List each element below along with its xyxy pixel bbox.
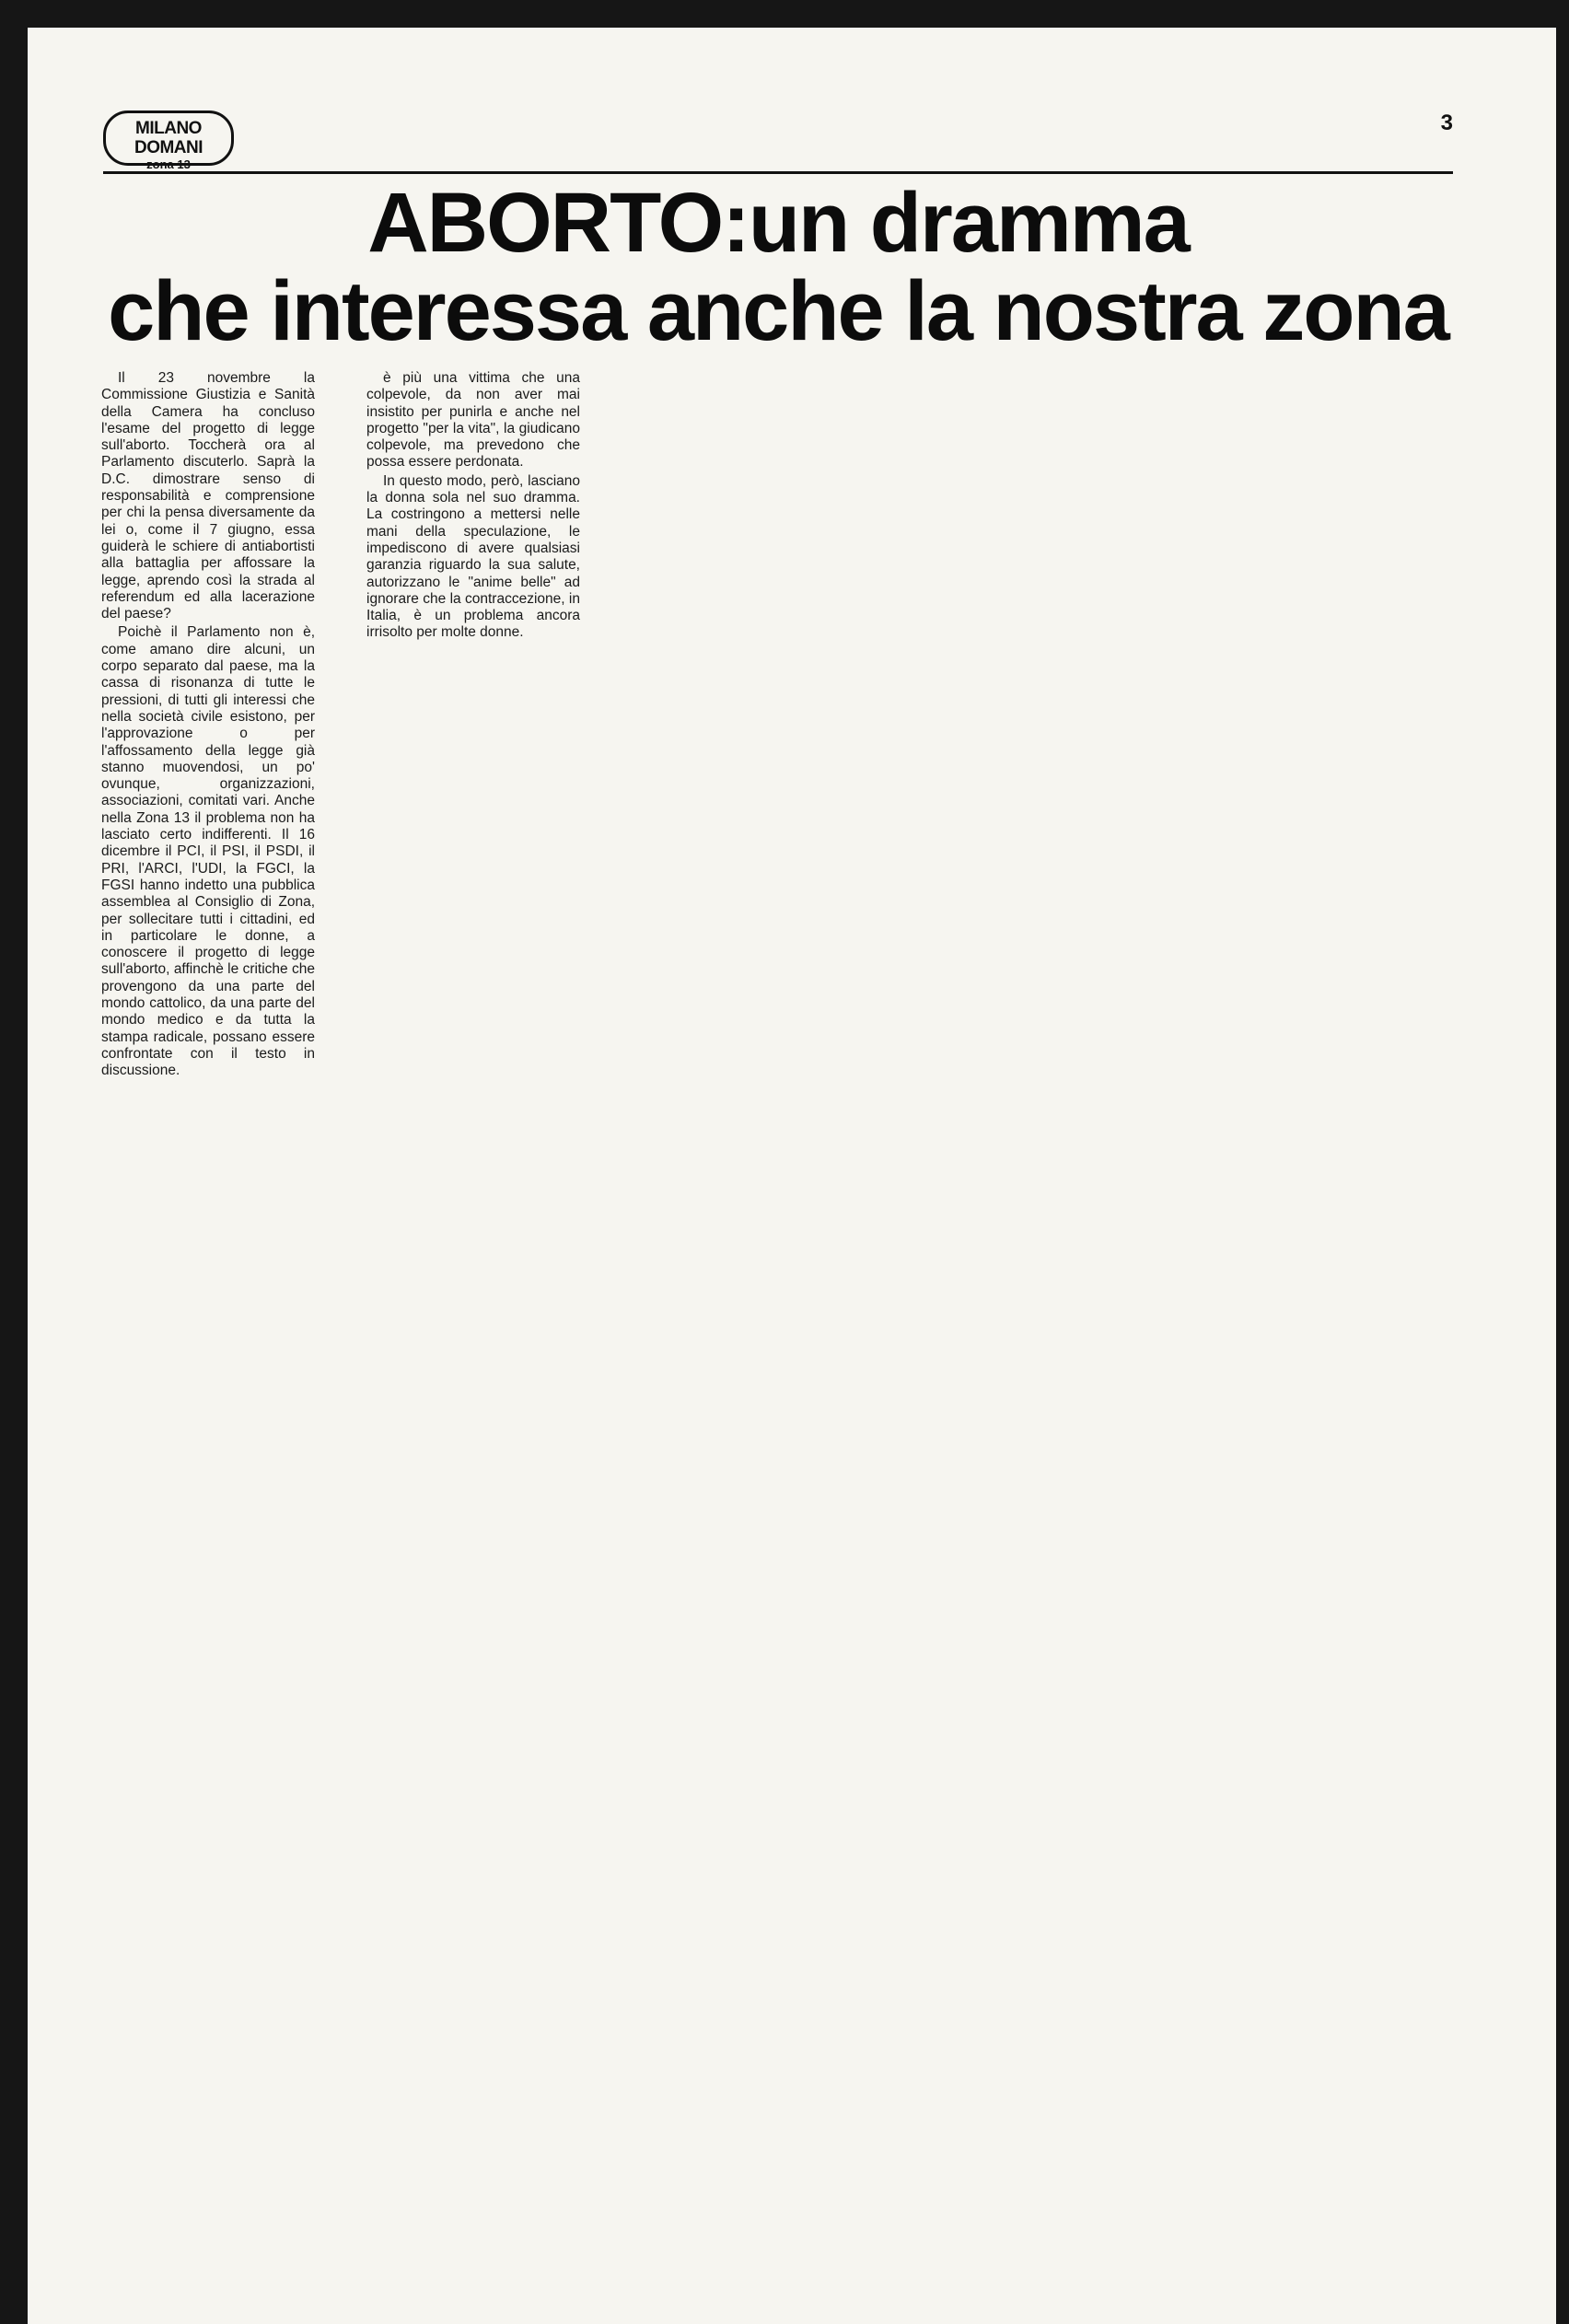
article-paragraph: Il 23 novembre la Commissione Giustizia e Sanità della Camera ha concluso l'esame del progetto di legge sull'aborto. Toccherà ora al Parlamento discuterlo. Saprà la D.C. dimostrare senso di responsabilità e comprensione per chi la pensa diversamente da lei o, come il 7 giugno, essa guiderà le schiere di antiabortisti alla battaglia per affossare la legge, aprendo così la strada al referendum ed alla lacerazione del paese? <box>101 370 315 622</box>
headline-line-2: che interessa anche la nostra zona <box>108 264 1448 358</box>
masthead-zona: zona 13 <box>146 157 191 171</box>
article-column-1 <box>101 370 315 1079</box>
article-paragraph: è più una vittima che una colpevole, da non aver mai insistito per punirla e anche nel progetto "per la vita", la giudicano colpevole, ma prevedono che possa essere perdonata. <box>366 370 580 471</box>
headline <box>103 176 1453 358</box>
article-column-2 <box>366 370 580 642</box>
page-number: 3 <box>1440 110 1453 135</box>
newspaper-page <box>28 28 1556 2324</box>
masthead-name: MILANO DOMANI <box>134 119 203 157</box>
header-rule <box>103 171 1453 174</box>
article-paragraph: Poichè il Parlamento non è, come amano dire alcuni, un corpo separato dal paese, ma la cassa di risonanza di tutte le pressioni, di tutti gli interessi che nella società civile esistono, per l'approvazione o per l'affossamento della legge già stanno muovendosi, un po' ovunque, organizzazioni, associazioni, comitati vari. Anche nella Zona 13 il problema non ha lasciato certo indifferenti. Il 16 dicembre il PCI, il PSI, il PSDI, il PRI, l'ARCI, l'UDI, la FGCI, la FGSI hanno indetto una pubblica assemblea al Consiglio di Zona, per sollecitare tutti i cittadini, ed in particolare le donne, a conoscere il progetto di legge sull'aborto, affinchè le critiche che provengono da una parte del mondo cattolico, da una parte del mondo medico e da tutta la stampa radicale, possano essere confrontate con il testo in discussione. <box>101 624 315 1079</box>
masthead-logo <box>103 110 234 171</box>
headline-line-1: ABORTO:un dramma <box>367 176 1189 270</box>
article-paragraph: In questo modo, però, lasciano la donna sola nel suo dramma. La costringono a mettersi nelle mani della speculazione, le impediscono di avere qualsiasi garanzia riguardo la sua salute, autorizzano le "anime belle" ad ignorare che la contraccezione, in Italia, è un problema ancora irrisolto per molte donne. <box>366 472 580 641</box>
